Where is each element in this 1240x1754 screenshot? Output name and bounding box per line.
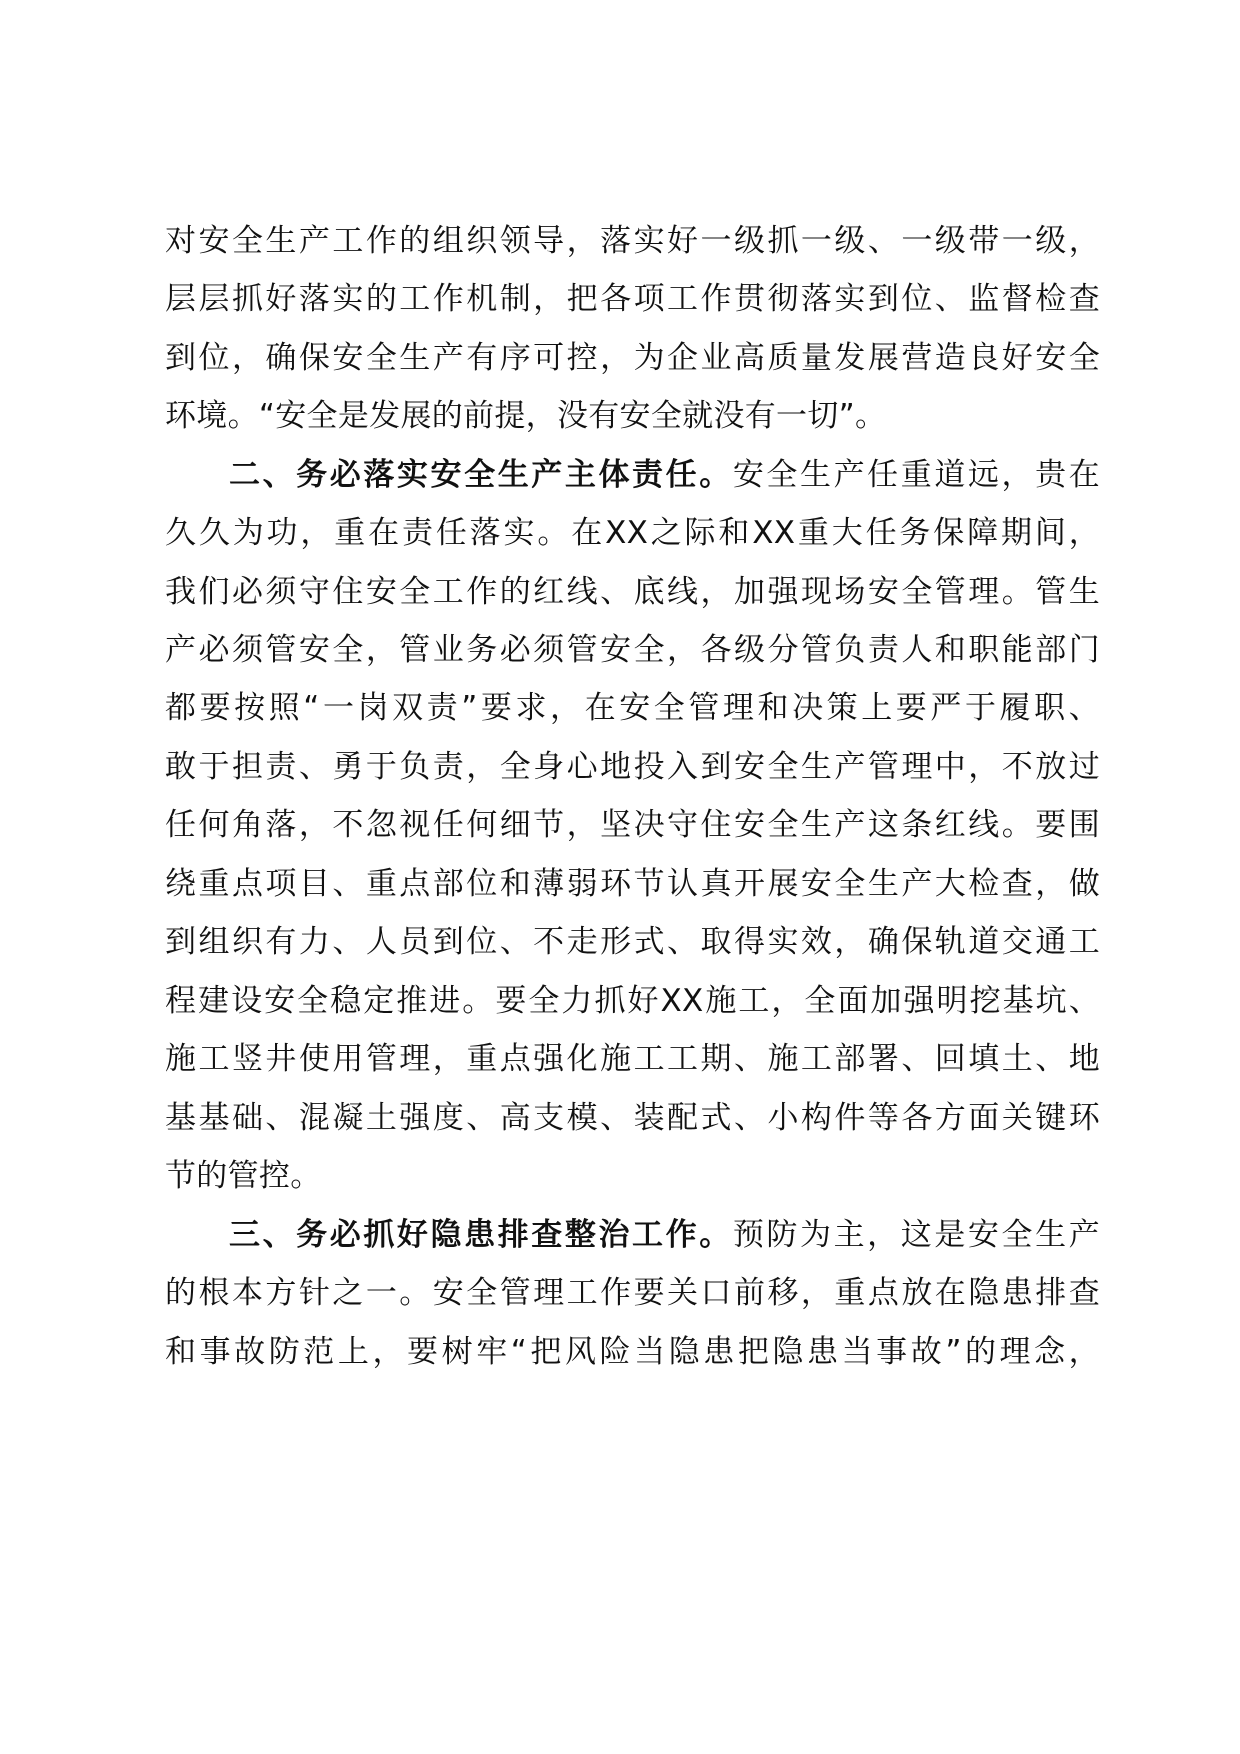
paragraph-line: 产必须管安全，管业务必须管安全，各级分管负责人和职能部门: [165, 632, 1100, 668]
paragraph-line: 的根本方针之一。安全管理工作要关口前移，重点放在隐患排查: [165, 1275, 1100, 1311]
paragraph-line: 节的管控。: [165, 1158, 322, 1194]
paragraph-line: 都要按照“一岗双责”要求，在安全管理和决策上要严于履职、: [165, 690, 1100, 726]
paragraph-line: 和事故防范上，要树牢“把风险当隐患把隐患当事故”的理念，: [165, 1334, 1100, 1370]
paragraph-line: 程建设安全稳定推进。要全力抓好XX施工，全面加强明挖基坑、: [165, 983, 1100, 1019]
paragraph-line: 绕重点项目、重点部位和薄弱环节认真开展安全生产大检查，做: [165, 866, 1100, 902]
paragraph-line: 敢于担责、勇于负责，全身心地投入到安全生产管理中，不放过: [165, 749, 1100, 785]
section-3-lead-text: 预防为主，这是安全生产: [732, 1217, 1100, 1253]
paragraph-line: 施工竖井使用管理，重点强化施工工期、施工部署、回填土、地: [165, 1041, 1100, 1077]
paragraph-line: 任何角落，不忽视任何细节，坚决守住安全生产这条红线。要围: [165, 807, 1100, 843]
paragraph-line: 久久为功，重在责任落实。在XX之际和XX重大任务保障期间，: [165, 515, 1100, 551]
paragraph-line: 我们必须守住安全工作的红线、底线，加强现场安全管理。管生: [165, 574, 1100, 610]
section-2-lead-text: 安全生产任重道远，贵在: [732, 457, 1100, 493]
paragraph-line: 环境。“安全是发展的前提，没有安全就没有一切”。: [165, 398, 887, 434]
paragraph-line: 到组织有力、人员到位、不走形式、取得实效，确保轨道交通工: [165, 924, 1100, 960]
paragraph-line: 到位，确保安全生产有序可控，为企业高质量发展营造良好安全: [165, 340, 1100, 376]
paragraph-line: 层层抓好落实的工作机制，把各项工作贯彻落实到位、监督检查: [165, 281, 1100, 317]
paragraph-line: 对安全生产工作的组织领导，落实好一级抓一级、一级带一级，: [165, 223, 1100, 259]
section-3-first-line: [229, 1211, 1100, 1259]
section-3-heading: 三、务必抓好隐患排查整治工作。: [229, 1217, 733, 1253]
paragraph-line: 基基础、混凝土强度、高支模、装配式、小构件等各方面关键环: [165, 1100, 1100, 1136]
section-2-heading: 二、务必落实安全生产主体责任。: [229, 457, 733, 493]
section-2-first-line: [229, 451, 1100, 499]
